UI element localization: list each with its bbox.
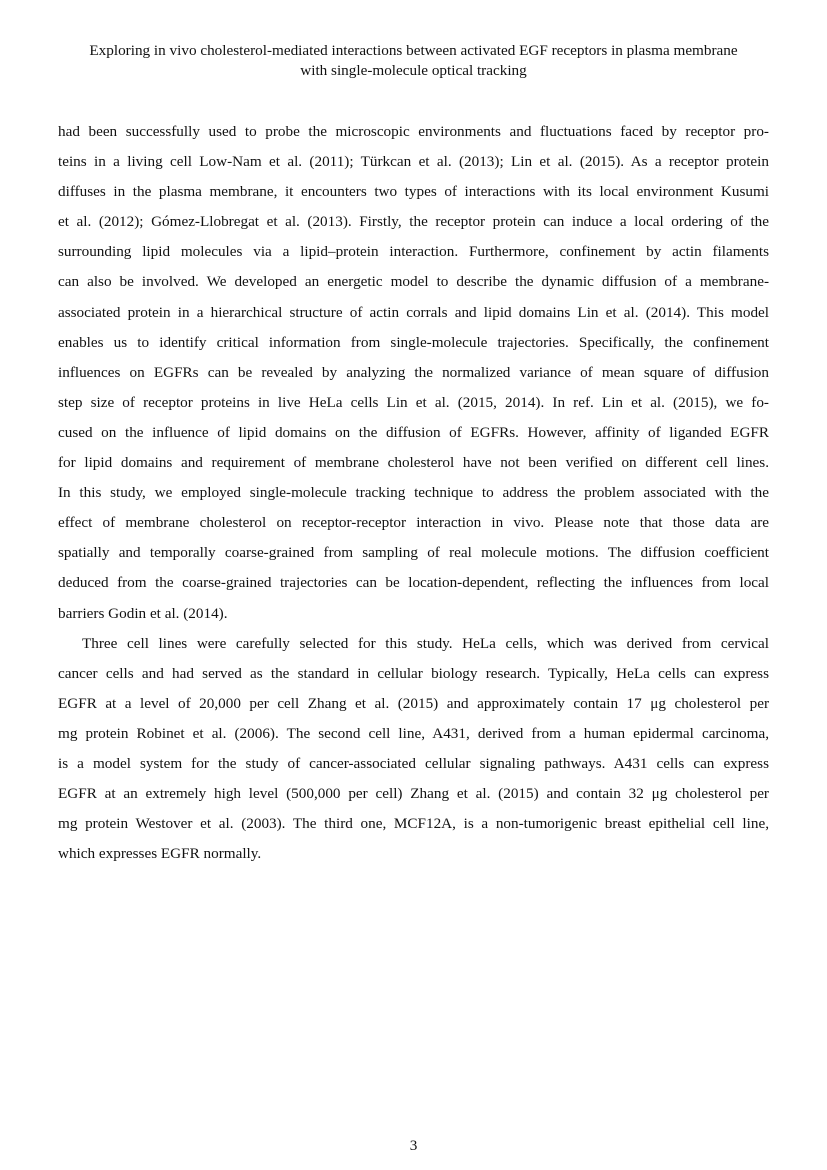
- running-head-line-1: Exploring in vivo cholesterol-mediated interactions between activated EGF receptors in plasma membrane: [89, 42, 738, 59]
- text-line: EGFR at an extremely high level (500,000 per cell) Zhang et al. (2015) and contain 32 μg cholesterol per: [58, 785, 769, 803]
- text-line: cancer cells and had served as the standard in cellular biology research. Typically, HeLa cells can express: [58, 664, 769, 682]
- text-line: mg protein Westover et al. (2003). The third one, MCF12A, is a non-tumorigenic breast epithelial cell line,: [58, 815, 769, 833]
- text-line: et al. (2012); Gómez-Llobregat et al. (2013). Firstly, the receptor protein can induce a local ordering of the: [58, 213, 769, 231]
- text-line: enables us to identify critical information from single-molecule trajectories. Specifically, the confinement: [58, 333, 769, 351]
- text-line: deduced from the coarse-grained trajectories can be location-dependent, reflecting the influences from local: [58, 574, 769, 592]
- body-text: [58, 117, 769, 869]
- running-head-line-2: with single-molecule optical tracking: [300, 62, 527, 79]
- text-line: step size of receptor proteins in live HeLa cells Lin et al. (2015, 2014). In ref. Lin et al. (2015), we fo-: [58, 393, 769, 411]
- text-line: spatially and temporally coarse-grained from sampling of real molecule motions. The diffusion coefficient: [58, 544, 769, 562]
- text-line: diffuses in the plasma membrane, it encounters two types of interactions with its local environment Kusumi: [58, 183, 769, 201]
- text-line: had been successfully used to probe the microscopic environments and fluctuations faced by receptor pro-: [58, 123, 769, 140]
- text-line: for lipid domains and requirement of membrane cholesterol have not been verified on different cell lines.: [58, 454, 769, 472]
- text-line: cused on the influence of lipid domains on the diffusion of EGFRs. However, affinity of liganded EGFR: [58, 423, 769, 441]
- text-line: barriers Godin et al. (2014).: [58, 604, 228, 622]
- text-line: which expresses EGFR normally.: [58, 845, 262, 863]
- text-line: mg protein Robinet et al. (2006). The second cell line, A431, derived from a human epidermal carcinoma,: [58, 724, 769, 742]
- text-line: EGFR at a level of 20,000 per cell Zhang et al. (2015) and approximately contain 17 μg cholesterol per: [58, 694, 769, 712]
- text-line: Three cell lines were carefully selected for this study. HeLa cells, which was derived from cervical: [82, 634, 769, 652]
- page-number: 3: [409, 1137, 418, 1154]
- paragraph-1: [58, 117, 769, 629]
- paragraph-2: [58, 629, 769, 870]
- text-line: surrounding lipid molecules via a lipid–protein interaction. Furthermore, confinement by actin filaments: [58, 243, 769, 261]
- text-line: influences on EGFRs can be revealed by analyzing the normalized variance of mean square of diffusion: [58, 363, 769, 381]
- text-line: effect of membrane cholesterol on receptor-receptor interaction in vivo. Please note that those data are: [58, 514, 769, 532]
- text-line: associated protein in a hierarchical structure of actin corrals and lipid domains Lin et al. (2014). This model: [58, 303, 769, 321]
- running-head: [58, 41, 769, 81]
- text-line: can also be involved. We developed an energetic model to describe the dynamic diffusion of a membrane-: [58, 273, 769, 291]
- text-line: In this study, we employed single-molecule tracking technique to address the problem associated with the: [58, 484, 769, 502]
- text-line: teins in a living cell Low-Nam et al. (2011); Türkcan et al. (2013); Lin et al. (2015). As a receptor protein: [58, 153, 769, 171]
- text-line: is a model system for the study of cancer-associated cellular signaling pathways. A431 cells can express: [58, 754, 769, 772]
